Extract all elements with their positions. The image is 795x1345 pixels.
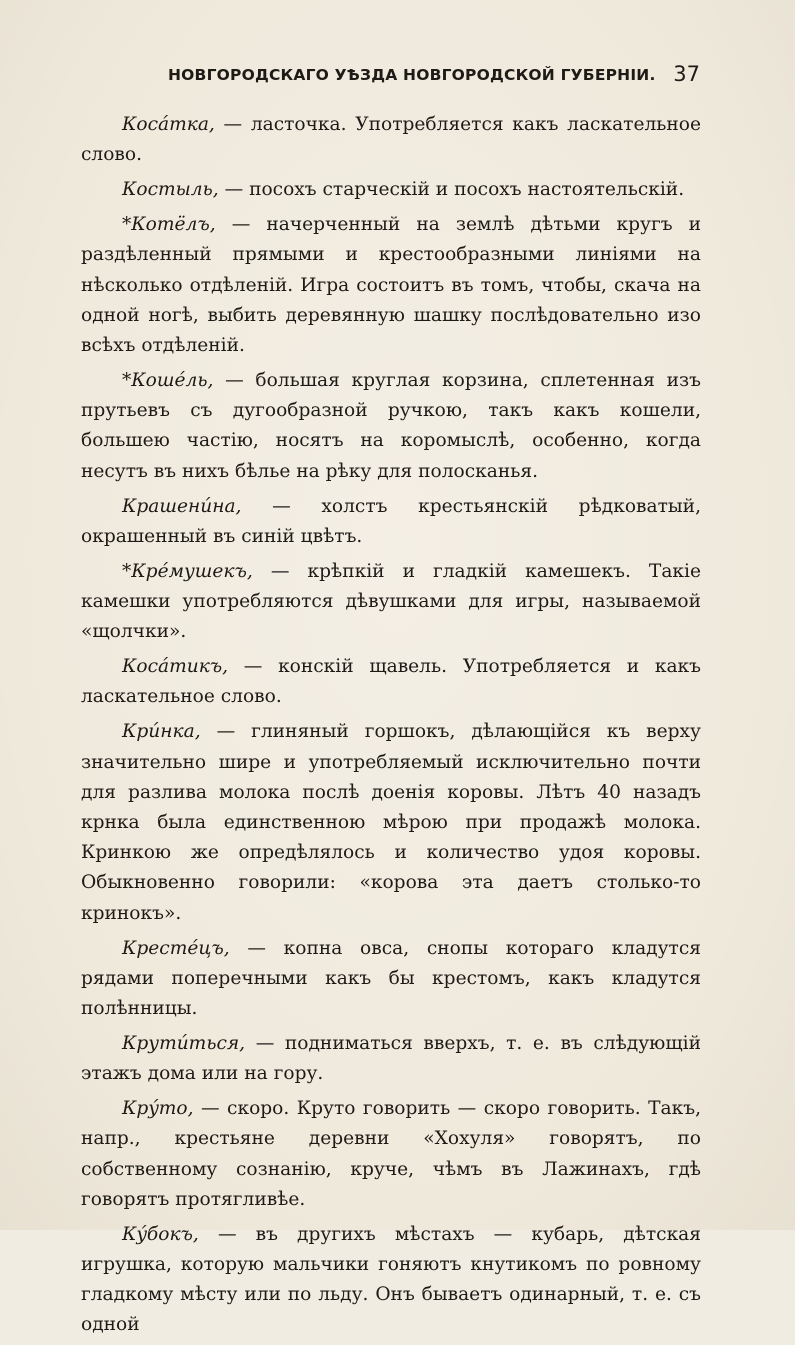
entry-term: Косáтикъ, <box>122 656 229 678</box>
entry-term: *Крéмушекъ, <box>122 560 253 582</box>
dictionary-entry <box>81 717 701 928</box>
dictionary-entry <box>81 1029 701 1089</box>
entry-definition: — въ другихъ мѣстахъ — кубарь, дѣтская игрушка, которую мальчики гоняютъ кнутикомъ по ровному гладкому мѣсту или по льду. Онъ бываетъ одинарный, т. е. съ одной <box>81 1223 701 1336</box>
entry-definition: — конскій щавель. Употребляется и какъ ласкательное слово. <box>81 656 701 708</box>
entry-term: Крестéцъ, <box>122 937 230 959</box>
dictionary-entry <box>81 110 701 170</box>
entry-term: Крúнка, <box>122 721 201 743</box>
entry-definition: — копна овса, снопы котораго кладутся рядами поперечными какъ бы крестомъ, какъ кладутся полѣнницы. <box>81 937 701 1020</box>
entry-term: Костыль, <box>122 179 219 201</box>
page-number: 37 <box>673 62 700 86</box>
entry-definition: — большая круглая корзина, сплетенная изъ прутьевъ съ дугообразной ручкою, такъ какъ кошели, большею частію, носятъ на коромыслѣ, особенно, когда несутъ въ нихъ бѣлье на рѣку для полосканья. <box>81 370 701 482</box>
entry-definition: — крѣпкій и гладкій камешекъ. Такіе камешки употребляются дѣвушками для игры, называемой «щолчки». <box>81 560 701 643</box>
dictionary-entry <box>81 175 701 205</box>
entry-term: *Кошéль, <box>122 370 214 392</box>
dictionary-entry <box>81 210 701 361</box>
dictionary-entry <box>81 492 701 552</box>
entry-definition: — ласточка. Употребляется какъ ласкательное слово. <box>81 114 701 166</box>
entry-term: Крутúться, <box>122 1033 246 1055</box>
dictionary-entry <box>81 652 701 712</box>
running-head: НОВГОРОДСКАГО УѢЗДА НОВГОРОДСКОЙ ГУБЕРНІИ. <box>168 66 656 84</box>
entry-term: Крýто, <box>122 1098 194 1120</box>
entry-term: Кýбокъ, <box>122 1223 199 1245</box>
dictionary-entry <box>81 366 701 487</box>
entry-term: Крашенúна, <box>122 495 242 517</box>
page-header <box>118 62 700 92</box>
entry-definition: — посохъ старческій и посохъ настоятельскій. <box>218 179 685 201</box>
entry-definition: — холстъ крестьянскій рѣдковатый, окрашенный въ синій цвѣтъ. <box>81 495 701 547</box>
dictionary-entry <box>81 1094 701 1215</box>
entry-definition: — глиняный горшокъ, дѣлающійся къ верху значительно шире и употребляемый исключительно почти для разлива молока послѣ доенія коровы. Лѣтъ 40 назадъ крнка была единственною мѣрою при продажѣ молока. Кринкою же опредѣлялось и количество удоя коровы. Обыкновенно говорили: «корова эта даетъ столько-то кринокъ». <box>81 721 701 924</box>
dictionary-entry <box>81 1220 701 1341</box>
dictionary-entry <box>81 557 701 648</box>
entry-definition: — подниматься вверхъ, т. е. въ слѣдующій этажъ дома или на гору. <box>81 1033 701 1085</box>
dictionary-entry <box>81 934 701 1025</box>
entry-definition: — начерченный на землѣ дѣтьми кругъ и раздѣленный прямыми и крестообразными линіями на нѣсколько отдѣленій. Игра состоитъ въ томъ, чтобы, скача на одной ногѣ, выбить деревянную шашку послѣдовательно изо всѣхъ отдѣленій. <box>81 214 701 357</box>
entry-definition: — скоро. Круто говорить — скоро говорить. Такъ, напр., крестьяне деревни «Хохуля» говорятъ, по собственному сознанію, круче, чѣмъ въ Лажинахъ, гдѣ говорятъ протягливѣе. <box>81 1098 701 1210</box>
entry-term: Косáтка, <box>122 114 215 135</box>
entry-term: *Котёлъ, <box>122 214 216 236</box>
dictionary-text <box>81 110 701 1345</box>
